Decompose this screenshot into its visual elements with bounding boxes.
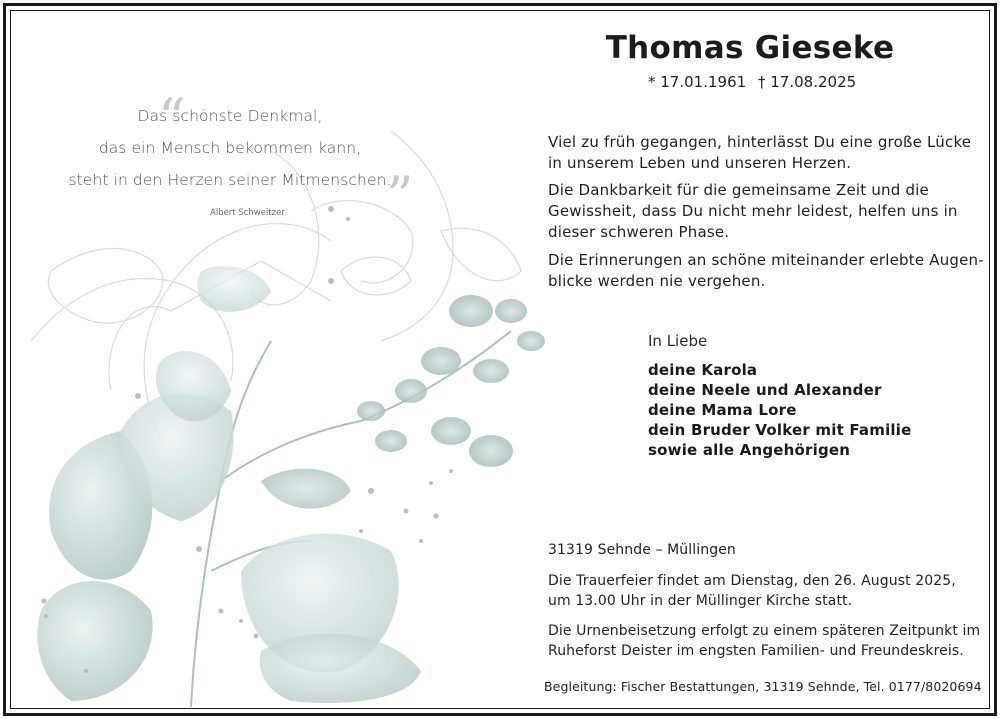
ceremony-line: Die Trauerfeier findet am Dienstag, den 26. August 2025, bbox=[548, 573, 956, 589]
signer: deine Mama Lore bbox=[648, 401, 797, 419]
paragraph-line: in unserem Leben und unseren Herzen. bbox=[548, 154, 852, 172]
closing-quote-mark-icon: ” bbox=[386, 165, 414, 228]
funeral-home-footer: Begleitung: Fischer Bestattungen, 31319 Sehnde, Tel. 0177/8020694 bbox=[544, 679, 982, 694]
ceremony-info bbox=[548, 571, 956, 611]
signer: dein Bruder Volker mit Familie bbox=[648, 421, 912, 439]
ceremony-line: um 13.00 Uhr in der Müllinger Kirche statt. bbox=[548, 593, 853, 609]
quote-line: steht in den Herzen seiner Mitmenschen. bbox=[68, 171, 392, 189]
burial-line: Ruheforst Deister im engsten Familien- und Freundeskreis. bbox=[548, 643, 964, 659]
paragraph-line: Gewissheit, dass Du nicht mehr leidest, helfen uns in bbox=[548, 202, 958, 220]
in-love-label: In Liebe bbox=[648, 332, 708, 350]
paragraph-line: Die Dankbarkeit für die gemeinsame Zeit und die bbox=[548, 181, 929, 199]
signers-list bbox=[648, 360, 911, 460]
paragraph-line: Viel zu früh gegangen, hinterlässt Du eine große Lücke bbox=[548, 133, 972, 151]
paragraph-line: dieser schweren Phase. bbox=[548, 223, 730, 241]
quote-block bbox=[60, 100, 400, 218]
signer: deine Karola bbox=[648, 361, 758, 379]
location: 31319 Sehnde – Müllingen bbox=[548, 542, 736, 558]
paragraph-line: Die Erinnerungen an schöne miteinander erlebte Augen- bbox=[548, 251, 984, 269]
quote-line: das ein Mensch bekommen kann, bbox=[98, 139, 362, 157]
paragraph bbox=[548, 250, 984, 292]
death-date: † 17.08.2025 bbox=[758, 73, 857, 91]
birth-date: * 17.01.1961 bbox=[648, 73, 747, 91]
paragraph-line: blicke werden nie vergehen. bbox=[548, 272, 766, 290]
paragraph bbox=[548, 180, 968, 243]
quote-line: Das schönste Denkmal, bbox=[137, 107, 323, 125]
quote-author: Albert Schweitzer bbox=[210, 208, 285, 218]
deceased-name: Thomas Gieseke bbox=[605, 30, 895, 66]
signer: deine Neele und Alexander bbox=[648, 381, 882, 399]
paragraph bbox=[548, 132, 972, 174]
opening-quote-mark-icon: “ bbox=[158, 87, 186, 150]
burial-line: Die Urnenbeisetzung erfolgt zu einem späteren Zeitpunkt im bbox=[548, 623, 981, 639]
burial-info bbox=[548, 621, 980, 661]
signer: sowie alle Angehörigen bbox=[648, 441, 851, 459]
